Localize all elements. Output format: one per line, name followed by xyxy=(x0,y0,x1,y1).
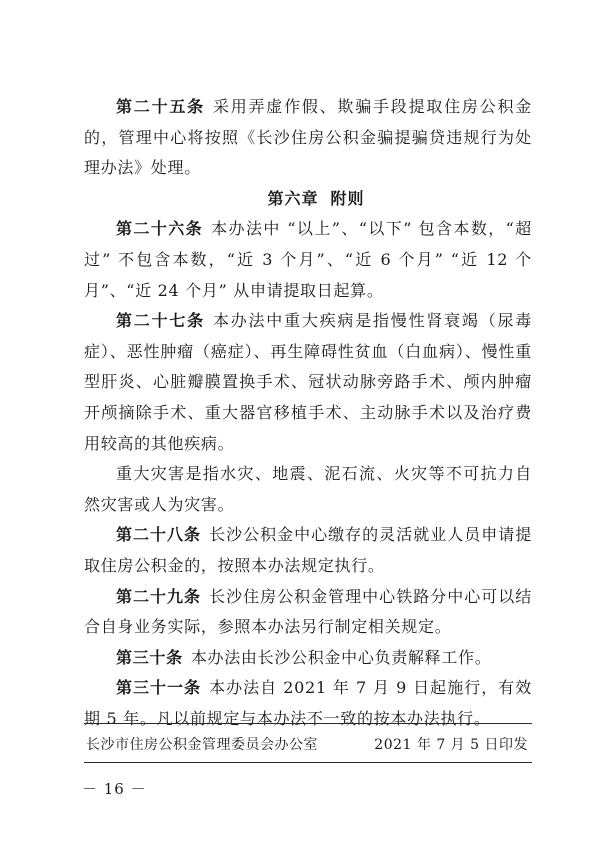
article-29 xyxy=(84,582,532,643)
article-text: 长沙住房公积金管理中心铁路分中心可以结合自身业务实际，参照本办法另行制定相关规定。 xyxy=(84,586,532,637)
article-25 xyxy=(84,92,532,184)
article-31 xyxy=(84,673,532,734)
article-26 xyxy=(84,214,532,306)
article-label: 第二十七条 xyxy=(116,311,205,331)
footer-divider-top xyxy=(84,723,532,724)
article-30 xyxy=(84,643,532,674)
article-label: 第三十条 xyxy=(116,647,183,667)
footer-divider-bottom xyxy=(84,762,532,763)
chapter-heading xyxy=(84,184,532,215)
article-27 xyxy=(84,306,532,459)
article-text: 采用弄虚作假、欺骗手段提取住房公积金的，管理中心将按照《长沙住房公积金骗提骗贷违规行为处理办法》处理。 xyxy=(84,97,532,178)
issue-date: 2021 年 7 月 5 日印发 xyxy=(374,737,528,753)
article-text: 本办法由长沙公积金中心负责解释工作。 xyxy=(190,647,492,667)
article-28 xyxy=(84,520,532,581)
issuing-office: 长沙市住房公积金管理委员会办公室 xyxy=(86,737,318,753)
document-body xyxy=(84,92,532,734)
article-label: 第二十九条 xyxy=(116,586,202,606)
article-text: 本办法中重大疾病是指慢性肾衰竭（尿毒症）、恶性肿瘤（癌症）、再生障碍性贫血（白血病）、慢性重型肝炎、心脏瓣膜置换手术、冠状动脉旁路手术、颅内肿瘤开颅摘除手术、重大器官移植手术、主动脉手术以及治疗费用较高的其他疾病。 xyxy=(84,311,532,453)
article-label: 第二十八条 xyxy=(116,525,202,545)
article-text: 本办法自 2021 年 7 月 9 日起施行，有效期 5 年。凡以前规定与本办法不一致的按本办法执行。 xyxy=(84,678,532,728)
article-text: 本办法中 “以上”、“以下” 包含本数，“超过” 不包含本数，“近 3 个月”、“近 6 个月” “近 12 个月”、“近 24 个月” 从申请提取日起算。 xyxy=(84,219,532,300)
article-text: 长沙公积金中心缴存的灵活就业人员申请提取住房公积金的，按照本办法规定执行。 xyxy=(84,525,532,575)
chapter-number: 第六章 xyxy=(267,188,319,208)
chapter-title: 附则 xyxy=(330,188,365,208)
page-number: － 16 － xyxy=(82,780,147,798)
article-label: 第三十一条 xyxy=(116,678,202,698)
article-label: 第二十六条 xyxy=(116,219,204,239)
disaster-definition: 重大灾害是指水灾、地震、泥石流、火灾等不可抗力自然灾害或人为灾害。 xyxy=(84,464,532,514)
article-label: 第二十五条 xyxy=(116,97,205,116)
